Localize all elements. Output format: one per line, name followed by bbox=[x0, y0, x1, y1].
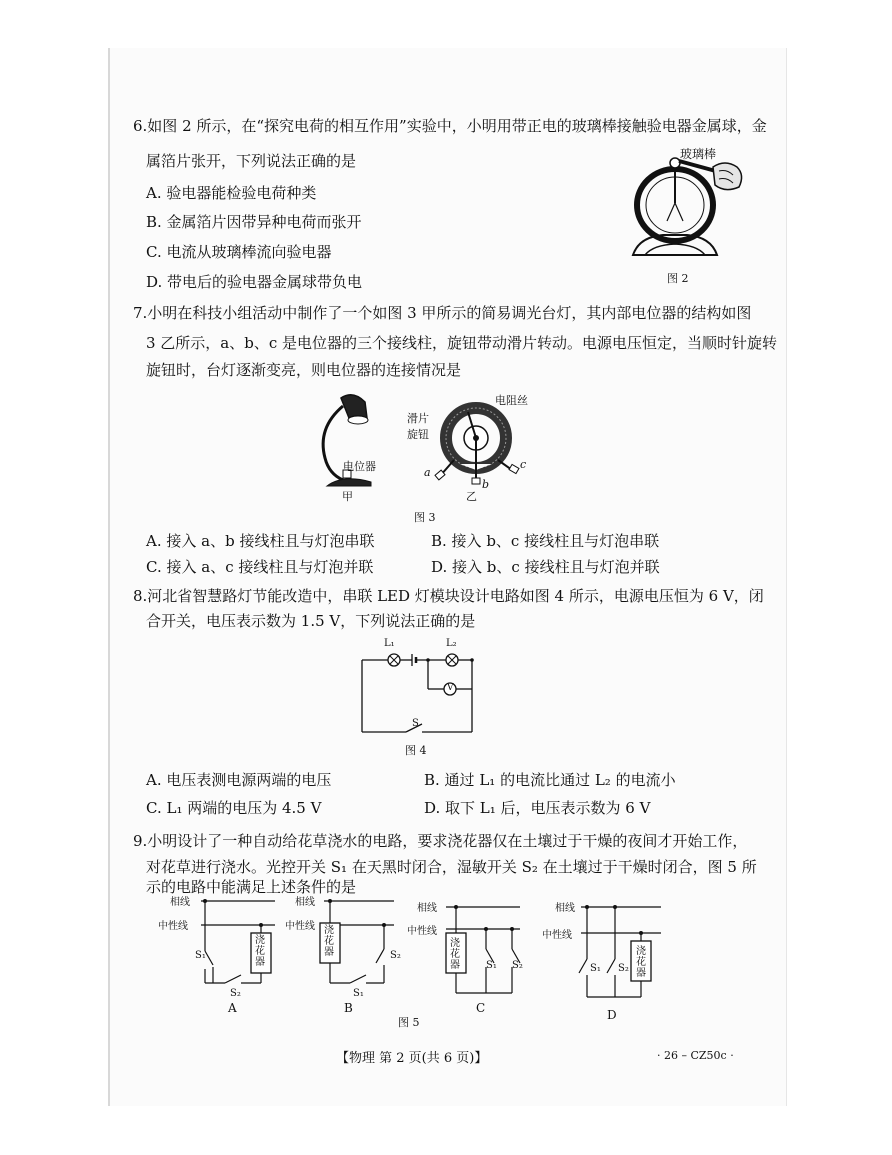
q8-stem-line2: 合开关，电压表示数为 1.5 V，下列说法正确的是 bbox=[146, 612, 476, 630]
q6-option-b: B. 金属箔片因带异种电荷而张开 bbox=[146, 213, 362, 231]
figure-3-caption: 图 3 bbox=[414, 511, 436, 524]
figure-yi-label: 乙 bbox=[466, 490, 477, 503]
circuit-b-neutral-label: 中性线 bbox=[285, 921, 315, 932]
slider-label: 滑片 bbox=[407, 412, 429, 425]
page-footer-center: 【物理 第 2 页(共 6 页)】 bbox=[336, 1051, 488, 1066]
q9-stem-line1: 9.小明设计了一种自动给花草浇水的电路，要求浇花器仅在土壤过于干燥的夜间才开始工作， bbox=[133, 832, 748, 850]
potentiometer-figure bbox=[430, 398, 540, 488]
circuit-c-s2-label: S₂ bbox=[512, 960, 523, 971]
choice-a-label: A bbox=[228, 1001, 237, 1015]
q9-stem-line2: 对花草进行浇水。光控开关 S₁ 在天黑时闭合，湿敏开关 S₂ 在土壤过于干燥时闭合，图 5 所 bbox=[146, 858, 757, 876]
glass-rod-label: 玻璃棒 bbox=[680, 147, 717, 161]
circuit-figure-4 bbox=[362, 652, 482, 732]
circuit-a-live-label: 相线 bbox=[170, 897, 190, 908]
circuit-c-live-label: 相线 bbox=[417, 903, 437, 914]
figure-jia-label: 甲 bbox=[342, 490, 353, 503]
circuit-b-s2-label: S₂ bbox=[390, 950, 401, 961]
q7-option-c: C. 接入 a、c 接线柱且与灯泡并联 bbox=[146, 558, 374, 576]
choice-b-label: B bbox=[344, 1001, 353, 1015]
figure-5-caption: 图 5 bbox=[398, 1016, 420, 1029]
circuit-b bbox=[288, 893, 398, 1003]
resistance-wire-label: 电阻丝 bbox=[495, 394, 528, 407]
circuit-b-device-label: 浇花器 bbox=[324, 925, 334, 958]
circuit-a-device-label: 浇花器 bbox=[255, 935, 265, 968]
page-footer-code: · 26 – CZ50c · bbox=[657, 1049, 734, 1062]
q8-option-b: B. 通过 L₁ 的电流比通过 L₂ 的电流小 bbox=[424, 771, 676, 789]
terminal-b-label: b bbox=[482, 478, 490, 491]
q6-option-a: A. 验电器能检验电荷种类 bbox=[146, 184, 317, 202]
terminal-a-label: a bbox=[424, 466, 431, 479]
q8-option-c: C. L₁ 两端的电压为 4.5 V bbox=[146, 799, 322, 817]
potentiometer-label: 电位器 bbox=[343, 460, 376, 473]
q8-option-d: D. 取下 L₁ 后，电压表示数为 6 V bbox=[424, 799, 651, 817]
circuit-c-s1-label: S₁ bbox=[486, 960, 497, 971]
electroscope-figure bbox=[615, 145, 755, 275]
q7-stem-line2: 3 乙所示，a、b、c 是电位器的三个接线柱，旋钮带动滑片转动。电源电压恒定，当顺时针旋转 bbox=[146, 334, 778, 352]
circuit-c-device-label: 浇花器 bbox=[450, 938, 460, 971]
circuit-b-s1-label: S₁ bbox=[353, 988, 364, 999]
lamp-l1-label: L₁ bbox=[384, 638, 395, 649]
knob-label: 旋钮 bbox=[407, 428, 429, 441]
q7-option-d: D. 接入 b、c 接线柱且与灯泡并联 bbox=[431, 558, 660, 576]
q7-stem-line3: 旋钮时，台灯逐渐变亮，则电位器的连接情况是 bbox=[146, 361, 462, 379]
voltmeter-label: V bbox=[447, 683, 454, 693]
q7-option-b: B. 接入 b、c 接线柱且与灯泡串联 bbox=[431, 532, 660, 550]
terminal-c-label: c bbox=[520, 458, 527, 471]
q8-option-a: A. 电压表测电源两端的电压 bbox=[146, 771, 332, 789]
desk-lamp-figure bbox=[313, 388, 383, 493]
circuit-d-device-label: 浇花器 bbox=[636, 946, 646, 979]
circuit-d-s2-label: S₂ bbox=[618, 963, 629, 974]
q7-option-a: A. 接入 a、b 接线柱且与灯泡串联 bbox=[146, 532, 375, 550]
circuit-d-live-label: 相线 bbox=[555, 903, 575, 914]
circuit-d-s1-label: S₁ bbox=[590, 963, 601, 974]
choice-c-label: C bbox=[476, 1001, 486, 1015]
circuit-b-live-label: 相线 bbox=[295, 897, 315, 908]
circuit-c-neutral-label: 中性线 bbox=[407, 926, 437, 937]
q6-stem-line2: 属箔片张开，下列说法正确的是 bbox=[146, 152, 357, 170]
q7-stem-line1: 7.小明在科技小组活动中制作了一个如图 3 甲所示的简易调光台灯，其内部电位器的结构如图 bbox=[133, 304, 752, 322]
lamp-l2-label: L₂ bbox=[446, 638, 457, 649]
q9-stem-line3: 示的电路中能满足上述条件的是 bbox=[146, 878, 357, 896]
figure-4-caption: 图 4 bbox=[405, 744, 427, 757]
q6-stem-line1: 6.如图 2 所示，在“探究电荷的相互作用”实验中，小明用带正电的玻璃棒接触验电器金属球，金 bbox=[133, 117, 767, 135]
circuit-d-neutral-label: 中性线 bbox=[542, 930, 572, 941]
circuit-a-s1-label: S₁ bbox=[195, 950, 206, 961]
circuit-a-s2-label: S₂ bbox=[230, 988, 241, 999]
q6-option-d: D. 带电后的验电器金属球带负电 bbox=[146, 273, 363, 291]
switch-s-label: S bbox=[412, 718, 419, 729]
q8-stem-line1: 8.河北省智慧路灯节能改造中，串联 LED 灯模块设计电路如图 4 所示，电源电压恒为 6 V，闭 bbox=[133, 587, 764, 605]
figure-2-caption: 图 2 bbox=[667, 272, 689, 285]
circuit-a-neutral-label: 中性线 bbox=[158, 921, 188, 932]
q6-option-c: C. 电流从玻璃棒流向验电器 bbox=[146, 243, 332, 261]
choice-d-label: D bbox=[607, 1008, 617, 1022]
